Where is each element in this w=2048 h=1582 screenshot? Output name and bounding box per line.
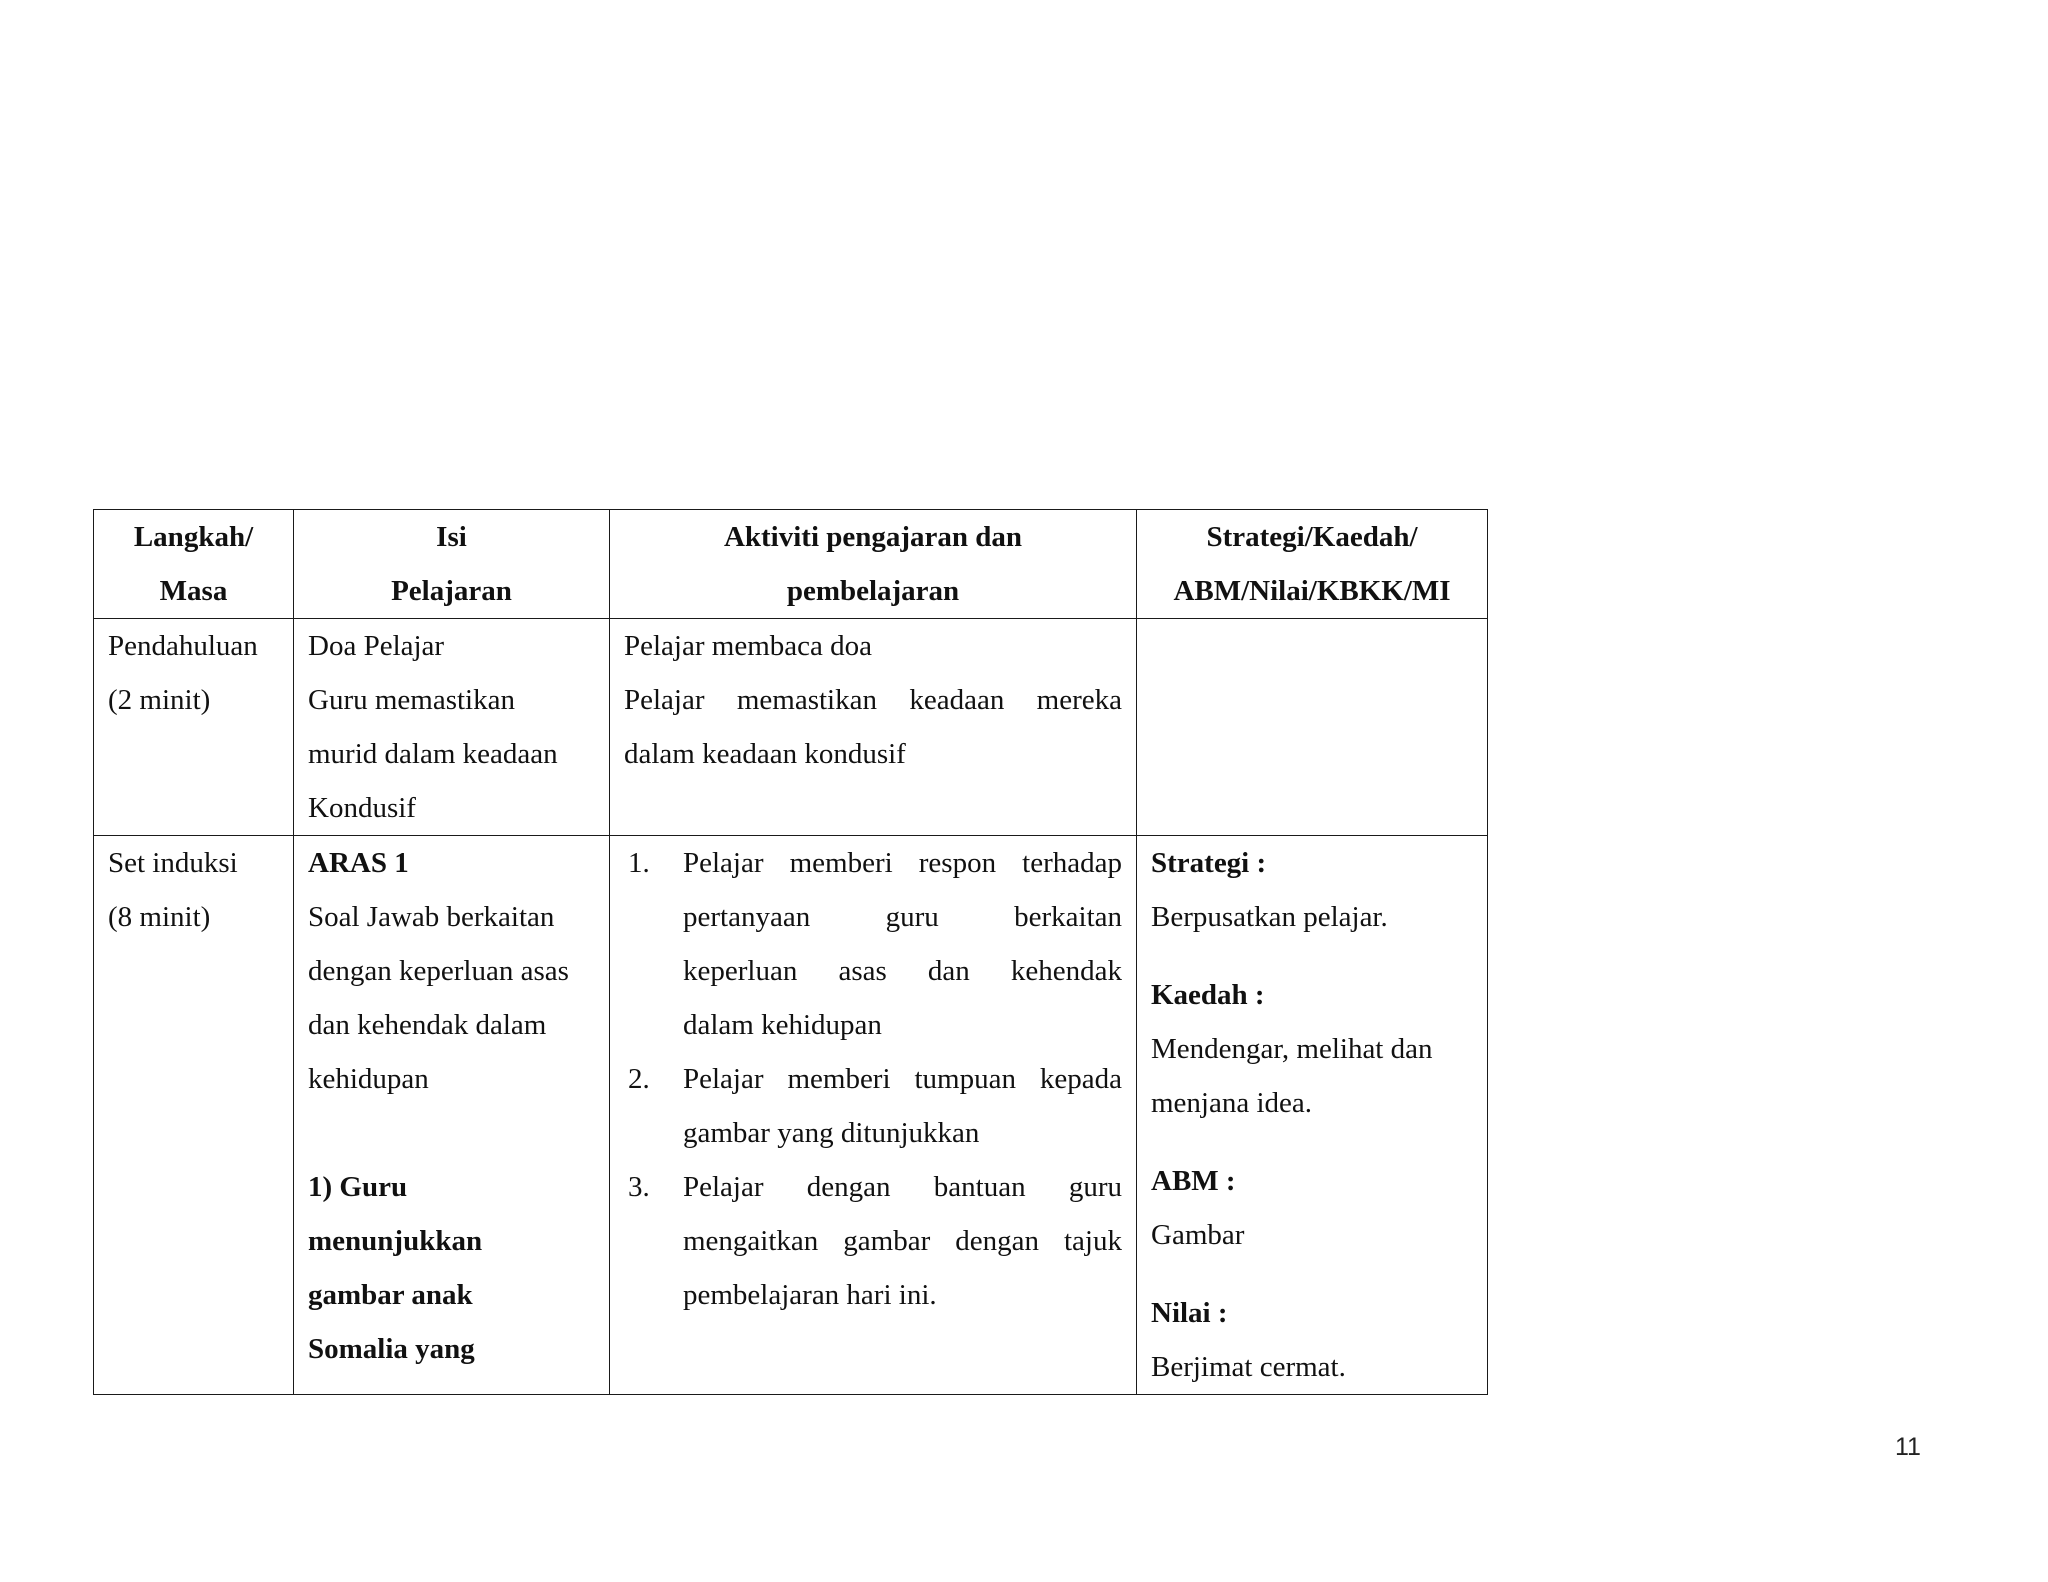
header-text: Aktiviti pengajaran dan xyxy=(723,521,1023,553)
content-line: kehidupan xyxy=(308,1063,429,1095)
header-text: Isi xyxy=(436,521,467,553)
header-aktiviti xyxy=(610,510,1137,619)
step-time: (2 minit) xyxy=(108,684,211,716)
header-isi-pelajaran xyxy=(294,510,610,619)
header-text: ABM/Nilai/KBKK/MI xyxy=(1173,575,1451,607)
header-text: pembelajaran xyxy=(786,575,960,607)
header-text: Strategi/Kaedah/ xyxy=(1206,521,1418,553)
content-bold-line: menunjukkan xyxy=(308,1225,483,1257)
header-langkah-masa xyxy=(94,510,294,619)
cell-step xyxy=(94,836,294,1395)
activity-line: Pelajar memberi tumpuan kepada xyxy=(683,1063,1122,1095)
header-text: Masa xyxy=(159,575,228,607)
header-strategi xyxy=(1137,510,1488,619)
page-number: 11 xyxy=(1895,1433,1921,1461)
kaedah-label: Kaedah : xyxy=(1151,979,1265,1011)
activity-line: Pelajar memastikan keadaan mereka xyxy=(624,684,1122,716)
spacer xyxy=(308,1106,595,1160)
activity-line: mengaitkan gambar dengan tajuk xyxy=(683,1225,1122,1257)
abm-value: Gambar xyxy=(1151,1219,1245,1251)
activity-item xyxy=(624,1160,1122,1322)
lesson-plan-table xyxy=(93,509,1488,1395)
activity-line: gambar yang ditunjukkan xyxy=(683,1117,980,1149)
abm-block xyxy=(1151,1154,1473,1262)
cell-strategy xyxy=(1137,836,1488,1395)
kaedah-value: menjana idea. xyxy=(1151,1087,1313,1119)
content-bold-line: gambar anak xyxy=(308,1279,473,1311)
activity-line: dalam kehidupan xyxy=(683,1009,882,1041)
step-label: Pendahuluan xyxy=(108,630,258,662)
cell-activity xyxy=(610,619,1137,836)
cell-content xyxy=(294,836,610,1395)
content-bold-line: 1) Guru xyxy=(308,1171,408,1203)
kaedah-value: Mendengar, melihat dan xyxy=(1151,1033,1433,1065)
content-heading: ARAS 1 xyxy=(308,847,409,879)
activity-list xyxy=(624,836,1122,1322)
cell-strategy-empty xyxy=(1137,619,1488,836)
activity-line: keperluan asas dan kehendak xyxy=(683,955,1122,987)
abm-label: ABM : xyxy=(1151,1165,1236,1197)
cell-step xyxy=(94,619,294,836)
header-text: Pelajaran xyxy=(391,575,512,607)
activity-line: Pelajar memberi respon terhadap xyxy=(683,847,1122,879)
table-row-pendahuluan xyxy=(94,619,1488,836)
cell-activity xyxy=(610,836,1137,1395)
activity-line: Pelajar dengan bantuan guru xyxy=(683,1171,1122,1203)
table-row-set-induksi xyxy=(94,836,1488,1395)
cell-content xyxy=(294,619,610,836)
strategy-block xyxy=(1151,836,1473,944)
activity-item xyxy=(624,1052,1122,1160)
step-label: Set induksi xyxy=(108,847,238,879)
content-line: Doa Pelajar xyxy=(308,630,445,662)
header-text: Langkah/ xyxy=(133,521,254,553)
nilai-value: Berjimat cermat. xyxy=(1151,1351,1346,1383)
content-line: Guru memastikan xyxy=(308,684,515,716)
activity-line: Pelajar membaca doa xyxy=(624,630,872,662)
strategy-label: Strategi : xyxy=(1151,847,1267,879)
nilai-block xyxy=(1151,1286,1473,1394)
step-time: (8 minit) xyxy=(108,901,211,933)
item-number: 3. xyxy=(628,1171,650,1203)
content-bold-line: Somalia yang xyxy=(308,1333,475,1365)
content-line: Kondusif xyxy=(308,792,416,824)
nilai-label: Nilai : xyxy=(1151,1297,1228,1329)
content-line: dan kehendak dalam xyxy=(308,1009,547,1041)
item-number: 1. xyxy=(628,847,650,879)
content-line: murid dalam keadaan xyxy=(308,738,558,770)
activity-line: dalam keadaan kondusif xyxy=(624,738,906,770)
item-number: 2. xyxy=(628,1063,650,1095)
strategy-value: Berpusatkan pelajar. xyxy=(1151,901,1388,933)
table-header-row xyxy=(94,510,1488,619)
activity-item xyxy=(624,836,1122,1052)
activity-line: pertanyaan guru berkaitan xyxy=(683,901,1122,933)
content-line: Soal Jawab berkaitan xyxy=(308,901,555,933)
content-line: dengan keperluan asas xyxy=(308,955,569,987)
kaedah-block xyxy=(1151,968,1473,1130)
activity-line: pembelajaran hari ini. xyxy=(683,1279,937,1311)
